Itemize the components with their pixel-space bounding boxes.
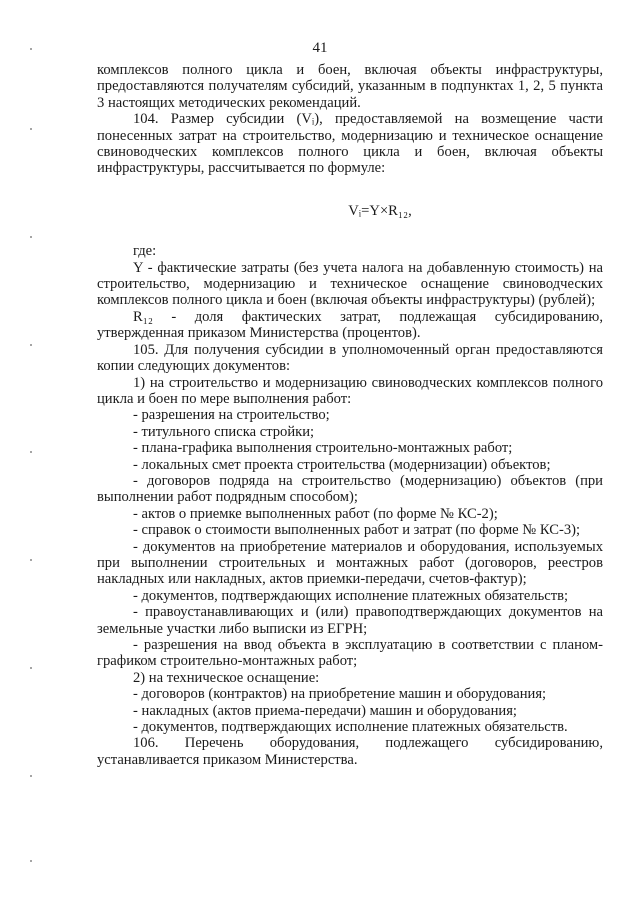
list-item: - титульного списка стройки; <box>133 423 315 440</box>
margin-mark <box>30 344 32 346</box>
list-item: - справок о стоимости выполненных работ и затрат (по форме № КС-3); <box>133 522 581 539</box>
paragraph-continuation: комплексов полного цикла и боен, включая объекты инфраструктуры, предоставляются получателям субсидий, указанным в подпунктах 1, 2, 5 пункта 3 настоящих методических рекомендаций. <box>97 62 603 111</box>
list-item: - локальных смет проекта строительства (модернизации) объектов; <box>133 456 551 473</box>
document-body <box>97 62 603 768</box>
list-item: - разрешения на строительство; <box>133 407 330 424</box>
paragraph-105: 105. Для получения субсидии в уполномоченный орган предоставляются копии следующих документов: <box>97 341 603 375</box>
margin-mark <box>30 559 32 561</box>
margin-mark <box>30 775 32 777</box>
margin-mark <box>30 236 32 238</box>
definition-y: Y - фактические затраты (без учета налога на добавленную стоимость) на строительство, модернизацию и техническое оснащение свиноводческих комплексов полного цикла и боен (включая объекты инфраструктуры) (рублей); <box>97 259 603 309</box>
list-item: - договоров подряда на строительство (модернизацию) объектов (при выполнении работ подрядным способом); <box>97 472 603 506</box>
margin-mark <box>30 451 32 453</box>
list-item: - разрешения на ввод объекта в эксплуатацию в соответствии с планом-графиком строительно-монтажных работ; <box>97 637 603 670</box>
list-item: - документов, подтверждающих исполнение платежных обязательств. <box>133 719 568 736</box>
paragraph-104: 104. Размер субсидии (Vᵢ), предоставляемой на возмещение части понесенных затрат на строительство, модернизацию и техническое оснащение свиноводческих комплексов полного цикла и боен, включая объекты инфраструктуры, рассчитывается по формуле: <box>97 111 603 177</box>
list-item: - договоров (контрактов) на приобретение машин и оборудования; <box>133 686 547 703</box>
list-item: - накладных (актов приема-передачи) машин и оборудования; <box>133 702 517 719</box>
definition-r12: R₁₂ - доля фактических затрат, подлежащая субсидированию, утвержденная приказом Министерства (процентов). <box>97 308 603 342</box>
paragraph-106: 106. Перечень оборудования, подлежащего субсидированию, устанавливается приказом Министерства. <box>97 735 603 768</box>
list-item: - правоустанавливающих и (или) правоподтверждающих документов на земельные участки либо выписки из ЕГРН; <box>97 604 603 637</box>
list-item: - актов о приемке выполненных работ (по форме № КС-2); <box>133 505 498 522</box>
subsection-2: 2) на техническое оснащение: <box>133 669 320 686</box>
formula: Vᵢ=Y×R₁₂, <box>348 202 412 219</box>
subsection-1: 1) на строительство и модернизацию свиноводческих комплексов полного цикла и боен по мере выполнения работ: <box>97 374 603 407</box>
list-item: - плана-графика выполнения строительно-монтажных работ; <box>133 440 513 457</box>
where-label: где: <box>133 243 157 260</box>
margin-mark <box>30 860 32 862</box>
margin-mark <box>30 667 32 669</box>
list-item: - документов на приобретение материалов и оборудования, используемых при выполнении строительных и монтажных работ (договоров, реестров накладных или накладных, актов приемки-передачи, счетов-фактур); <box>97 538 603 588</box>
page-number: 41 <box>312 40 328 56</box>
margin-mark <box>30 128 32 130</box>
list-item: - документов, подтверждающих исполнение платежных обязательств; <box>133 587 569 604</box>
